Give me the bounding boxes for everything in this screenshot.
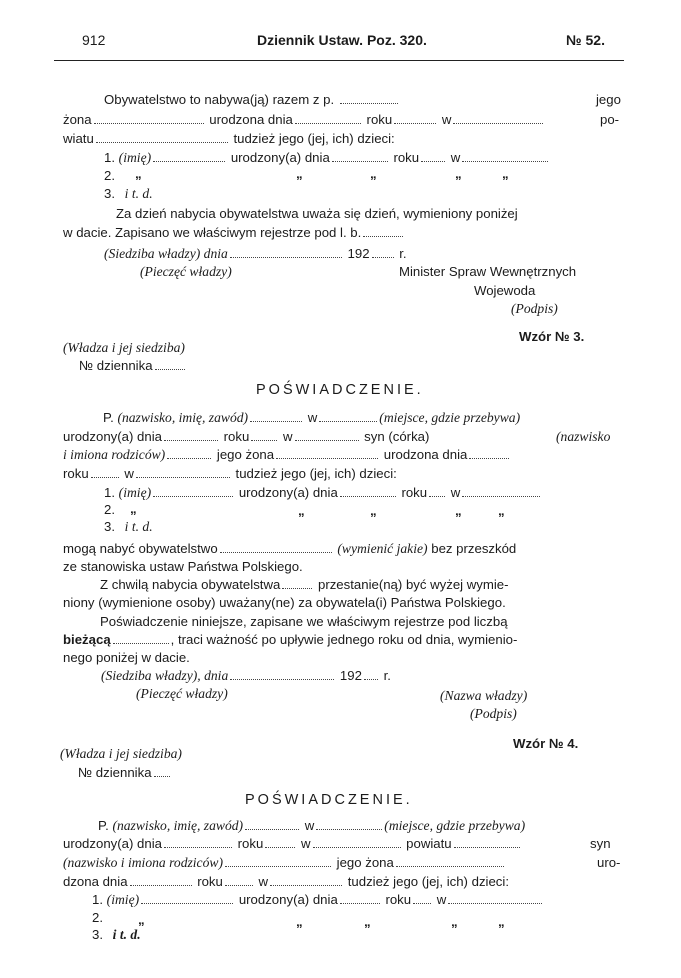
w3-para6 <box>63 632 517 648</box>
s1-l3-wiatu: wiatu <box>63 131 94 146</box>
fill-line <box>164 431 218 441</box>
fill-line <box>153 487 233 497</box>
place-label: (Siedziba władzy) dnia <box>104 246 228 261</box>
s1-child3 <box>104 186 153 202</box>
s1-para2-text: w dacie. Zapisano we właściwym rejestrze pod l. b. <box>63 225 362 240</box>
w4-l2-roku: roku <box>237 836 264 851</box>
s1-wojewoda: Wojewoda <box>474 283 536 298</box>
ditto-mark: „ <box>370 503 377 518</box>
w4-l4-text: tudzież jego (jej, ich) dzieci: <box>347 874 509 889</box>
child-name-label: (imię) <box>118 150 152 165</box>
w3-child1 <box>104 485 542 501</box>
fill-line <box>396 857 504 867</box>
wzor3-title: POŚWIADCZENIE. <box>256 382 424 398</box>
fill-line <box>413 894 431 904</box>
fill-line <box>225 857 331 867</box>
journal-no-label: № dziennika <box>78 765 152 780</box>
s1-para1: Za dzień nabycia obywatelstwa uważa się dzień, wymieniony poniżej <box>116 206 518 221</box>
child-number: 2. <box>104 502 115 517</box>
w4-l4-w: w <box>258 874 269 889</box>
w3-l2-w: w <box>282 429 293 444</box>
child-number: 3. <box>104 186 115 201</box>
issue-number: № 52. <box>566 32 605 48</box>
s1-l2-w: w <box>441 112 452 127</box>
ditto-mark: „ <box>498 503 505 518</box>
w3-child3 <box>104 519 153 535</box>
w3-l3-urodzona: urodzona dnia <box>383 447 468 462</box>
year-prefix: 192 <box>347 246 370 261</box>
ditto-mark: „ <box>451 914 458 929</box>
page-number: 912 <box>82 32 106 48</box>
etc-text: i t. d. <box>124 519 153 534</box>
fill-line <box>429 487 445 497</box>
fill-line <box>340 487 396 497</box>
fill-line <box>319 412 377 422</box>
fill-line <box>230 670 334 680</box>
wzor4-journal-no <box>78 765 172 781</box>
child-born: urodzony(a) dnia <box>238 892 338 907</box>
child-born: urodzony(a) dnia <box>238 485 338 500</box>
w3-para4: niony (wymienione osoby) uważany(ne) za obywatela(i) Państwa Polskiego. <box>63 595 506 610</box>
fill-line <box>225 876 253 886</box>
w4-l2-syn: syn <box>590 836 611 851</box>
w4-line2 <box>63 836 522 852</box>
child-number: 2. <box>92 910 103 925</box>
fill-line <box>230 248 342 258</box>
fill-line <box>265 838 295 848</box>
s1-l1-text: Obywatelstwo to nabywa(ją) razem z p. <box>104 92 335 107</box>
year-suffix: r. <box>399 246 407 261</box>
child-name-label: (imię) <box>118 485 152 500</box>
etc-text: i t. d. <box>112 927 141 942</box>
w4-l1-p: P. <box>98 818 109 833</box>
w3-l2-urodzony: urodzony(a) dnia <box>63 429 162 444</box>
w4-l2-urodzony: urodzony(a) dnia <box>63 836 162 851</box>
w3-l3-italic: i imiona rodziców) <box>63 447 166 462</box>
w3-para3 <box>100 577 509 593</box>
fill-line <box>270 876 342 886</box>
s1-l2-zona: żona <box>63 112 92 127</box>
fill-line <box>96 133 228 143</box>
child-place: w <box>436 892 447 907</box>
w3-p1-end: bez przeszkód <box>431 541 517 556</box>
w3-l1-italic2: (miejsce, gdzie przebywa) <box>379 410 521 425</box>
w4-l1-w: w <box>304 818 315 833</box>
header-rule <box>54 60 624 61</box>
ditto-mark: „ <box>296 914 303 929</box>
fill-line <box>154 767 170 777</box>
w3-line2 <box>63 429 429 445</box>
wzor3-journal-no <box>79 358 187 374</box>
fill-line <box>295 431 359 441</box>
w3-p6-a: bieżącą <box>63 632 111 647</box>
w3-place-date <box>101 668 391 684</box>
journal-no-label: № dziennika <box>79 358 153 373</box>
fill-line <box>245 820 299 830</box>
ditto-mark: „ <box>298 503 305 518</box>
w3-para7: nego poniżej w dacie. <box>63 650 190 665</box>
fill-line <box>282 579 312 589</box>
child-number: 1. <box>104 485 115 500</box>
s1-line2 <box>63 112 545 128</box>
fill-line <box>340 94 398 104</box>
fill-line <box>153 152 225 162</box>
fill-line <box>469 449 509 459</box>
w4-line3 <box>63 855 506 871</box>
w3-l3-zona: jego żona <box>216 447 275 462</box>
w3-l2-roku: roku <box>223 429 250 444</box>
w3-para5: Poświadczenie niniejsze, zapisane we właściwym rejestrze pod liczbą <box>100 614 508 629</box>
child-place: w <box>450 150 461 165</box>
w3-p3-b: przestanie(ną) być wyżej wymie- <box>317 577 509 592</box>
w3-l4-text: tudzież jego (jej, ich) dzieci: <box>235 466 397 481</box>
ditto-mark: „ <box>130 501 137 516</box>
w4-l3-uro: uro- <box>597 855 621 870</box>
fill-line <box>276 449 378 459</box>
ditto-mark: „ <box>455 503 462 518</box>
year-suffix: r. <box>383 668 391 683</box>
fill-line <box>364 670 378 680</box>
fill-line <box>136 468 230 478</box>
s1-l3-text: tudzież jego (jej, ich) dzieci: <box>233 131 395 146</box>
fill-line <box>130 876 192 886</box>
fill-line <box>332 152 388 162</box>
place-label: (Siedziba władzy), dnia <box>101 668 229 683</box>
s1-l1-end: jego <box>596 92 621 107</box>
fill-line <box>91 468 119 478</box>
w4-l3-italic: (nazwisko i imiona rodziców) <box>63 855 223 870</box>
fill-line <box>167 449 211 459</box>
w3-p1-text: mogą nabyć obywatelstwo <box>63 541 218 556</box>
fill-line <box>372 248 394 258</box>
fill-line <box>363 227 403 237</box>
fill-line <box>453 114 543 124</box>
s1-line1 <box>104 92 400 108</box>
w3-child2 <box>104 502 115 518</box>
fill-line <box>340 894 380 904</box>
w4-l1-italic2: (miejsce, gdzie przebywa) <box>384 818 526 833</box>
ditto-mark: „ <box>364 914 371 929</box>
w3-l1-w: w <box>307 410 318 425</box>
s1-seal: (Pieczęć władzy) <box>140 264 232 279</box>
s1-line3 <box>63 131 395 147</box>
w4-l2-w: w <box>300 836 311 851</box>
child-name-label: (imię) <box>106 892 140 907</box>
w4-l2-powiatu: powiatu <box>406 836 452 851</box>
s1-l2-urodzona: urodzona dnia <box>209 112 293 127</box>
s1-para2 <box>63 225 405 241</box>
w3-l2-syn: syn (córka) <box>364 429 430 444</box>
page-header <box>0 32 681 54</box>
w3-l4-roku: roku <box>63 466 89 481</box>
w4-l4-roku: roku <box>197 874 223 889</box>
s1-child2 <box>104 168 115 184</box>
wzor4-authority: (Władza i jej siedziba) <box>60 746 182 761</box>
child-year: roku <box>385 892 412 907</box>
w4-line4 <box>63 874 509 890</box>
w4-l1-italic: (nazwisko, imię, zawód) <box>112 818 244 833</box>
w4-l3-zona: jego żona <box>336 855 394 870</box>
fill-line <box>220 543 332 553</box>
w3-p3-a: Z chwilą nabycia obywatelstwa <box>100 577 281 592</box>
w4-child2 <box>92 910 103 926</box>
child-number: 3. <box>92 927 103 942</box>
ditto-mark: „ <box>498 914 505 929</box>
w3-l4-w: w <box>124 466 134 481</box>
w3-p6-b: , traci ważność po upływie jednego roku od dnia, wymienio- <box>170 632 518 647</box>
s1-minister: Minister Spraw Wewnętrznych <box>399 264 577 279</box>
child-number: 1. <box>92 892 103 907</box>
w3-l1-italic: (nazwisko, imię, zawód) <box>117 410 249 425</box>
fill-line <box>155 360 185 370</box>
fill-line <box>394 114 436 124</box>
w3-para1 <box>63 541 516 557</box>
w3-l1-p: P. <box>103 410 114 425</box>
fill-line <box>462 487 540 497</box>
child-year: roku <box>401 485 428 500</box>
s1-child1 <box>104 150 550 166</box>
s1-podpis: (Podpis) <box>511 301 558 316</box>
w3-para2: ze stanowiska ustaw Państwa Polskiego. <box>63 559 303 574</box>
w3-line4 <box>63 466 397 482</box>
w3-p1-italic: (wymienić jakie) <box>337 541 428 556</box>
w3-authority-name: (Nazwa władzy) <box>440 688 528 703</box>
w4-line1 <box>98 818 525 834</box>
child-number: 2. <box>104 168 115 183</box>
fill-line <box>316 820 382 830</box>
child-number: 1. <box>104 150 115 165</box>
w4-l4-dzona: dzona dnia <box>63 874 128 889</box>
w3-l2-italic: (nazwisko <box>556 429 611 444</box>
child-year: roku <box>393 150 420 165</box>
w3-podpis: (Podpis) <box>470 706 517 721</box>
child-place: w <box>450 485 461 500</box>
wzor3-label: Wzór № 3. <box>519 329 585 344</box>
w4-child3 <box>92 927 141 943</box>
etc-text: i t. d. <box>124 186 153 201</box>
ditto-mark: „ <box>502 166 509 181</box>
wzor4-title: POŚWIADCZENIE. <box>245 792 413 808</box>
fill-line <box>164 838 232 848</box>
ditto-mark: „ <box>138 912 145 927</box>
ditto-mark: „ <box>135 166 142 181</box>
fill-line <box>250 412 302 422</box>
journal-title: Dziennik Ustaw. Poz. 320. <box>257 32 427 48</box>
s1-place-date <box>104 246 407 262</box>
s1-l2-end: po- <box>600 112 620 127</box>
s1-l2-roku: roku <box>366 112 393 127</box>
child-number: 3. <box>104 519 115 534</box>
year-prefix: 192 <box>339 668 362 683</box>
wzor4-label: Wzór № 4. <box>513 736 579 751</box>
fill-line <box>94 114 204 124</box>
fill-line <box>421 152 445 162</box>
child-born: urodzony(a) dnia <box>230 150 330 165</box>
fill-line <box>313 838 401 848</box>
ditto-mark: „ <box>370 166 377 181</box>
w3-line1 <box>103 410 520 426</box>
w3-seal: (Pieczęć władzy) <box>136 686 228 701</box>
fill-line <box>454 838 520 848</box>
w3-line3 <box>63 447 511 463</box>
fill-line <box>462 152 548 162</box>
w4-child1 <box>92 892 544 908</box>
ditto-mark: „ <box>455 166 462 181</box>
fill-line <box>251 431 277 441</box>
fill-line <box>295 114 361 124</box>
wzor3-authority: (Władza i jej siedziba) <box>63 340 185 355</box>
fill-line <box>141 894 233 904</box>
fill-line <box>113 634 169 644</box>
fill-line <box>448 894 542 904</box>
ditto-mark: „ <box>296 166 303 181</box>
